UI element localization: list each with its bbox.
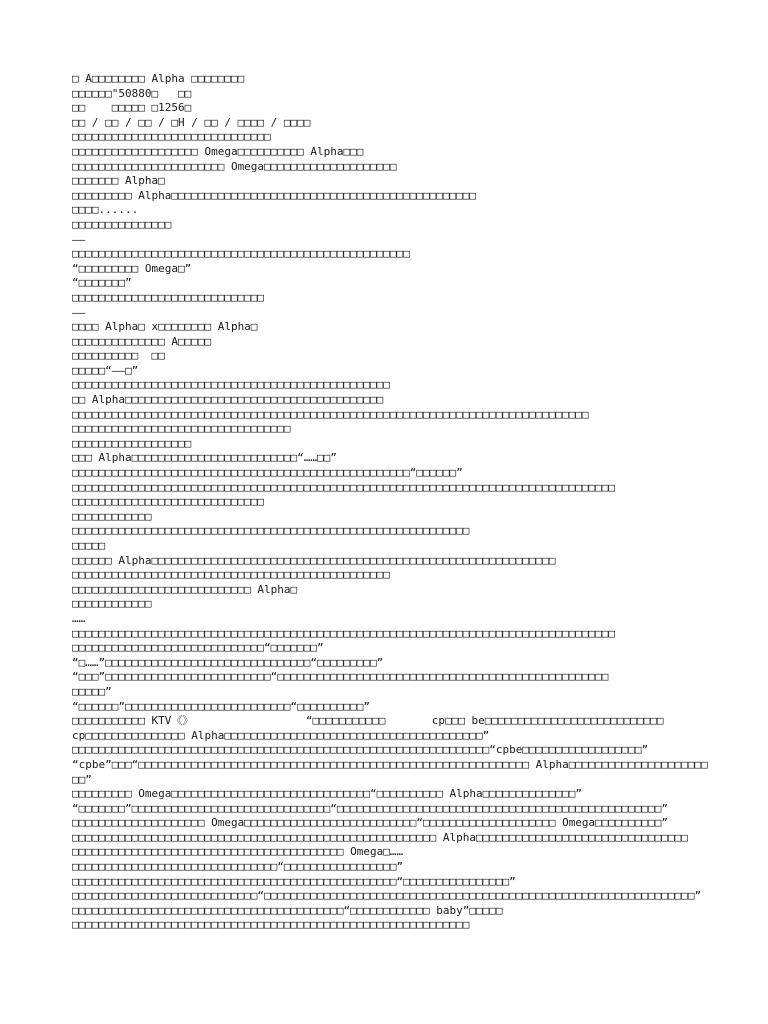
text-line: □□□□□□□□□□□□□□□□□□□□□□□□□□□□□“□□□□□□□” xyxy=(72,641,324,655)
text-line: “□□□”□□□□□□□□□□□□□□□□□□□□□□□□□“□□□□□□□□□□□□□□□□□□□□□□□□□□□□□□□□□□□□□□□□□□□□□□□□□□ xyxy=(72,670,609,684)
text-line: □□□□□□□□□□□□□□□□□□□□□□□□□□□□□□□□□□□□□□□□□□□□□□□□□□□□□□□□□□□□ xyxy=(72,918,470,932)
text-line: □□□□□□□□□ Alpha□□□□□□□□□□□□□□□□□□□□□□□□□□□□□□□□□□□□□□□□□□□□□□ xyxy=(72,188,476,202)
text-line: “□……”□□□□□□□□□□□□□□□□□□□□□□□□□□□□□□□“□□□□□□□□□” xyxy=(72,655,384,669)
text-line: □□□□□□□□□□□□□□□□□□□□□□□ Omega□□□□□□□□□□□□□□□□□□□□ xyxy=(72,159,397,173)
text-line: “□□□□□□□”□□□□□□□□□□□□□□□□□□□□□□□□□□□□□□“□□□□□□□□□□□□□□□□□□□□□□□□□□□□□□□□□□□□□□□□□□□□□□□□□” xyxy=(72,801,669,815)
text-line: □□□□□□□□□□□□□□□□□□□□□□□□□□□□□ xyxy=(72,495,265,509)
text-line: □□□□□□□□□□□□□□□□□□□□□□□□□□□□“□□□□□□□□□□□□□□□□□□□□□□□□□□□□□□□□□□□□□□□□□□□□□□□□□□□□□□□□□□□□□□□□□” xyxy=(72,889,702,903)
text-line: □□ □□□□□ □1256□ xyxy=(72,101,192,115)
text-line: □□□□□□□□□□□□□□□□□□□□□□□□□□□□□□□□□□□□□□□□□□□□□□□□□□□□□□□ Alpha□□□□□□□□□□□□□□□□□□□□□□□□□□□□□□□□ xyxy=(72,830,688,844)
text-line: □□□□□” xyxy=(72,684,112,698)
text-line: cp□□□□□□□□□□□□□□□ Alpha□□□□□□□□□□□□□□□□□□□□□□□□□□□□□□□□□□□□□□□” xyxy=(72,728,490,742)
text-line: □□□□□□□□□□□□□□□□□□□□□□□□□□□□□□ xyxy=(72,130,271,144)
text-line: □□” xyxy=(72,772,92,786)
text-line: □ A□□□□□□□□ Alpha □□□□□□□□ xyxy=(72,72,245,85)
text-line: □□□□□□□□□□□□□□□□□□□ Omega□□□□□□□□□□ Alpha□□□ xyxy=(72,144,364,158)
text-line: …… xyxy=(72,611,86,625)
text-line: “□□□□□□□□□ Omega□” xyxy=(72,261,192,275)
text-line: □□□□□□□□□□□□□□□ xyxy=(72,217,172,231)
text-line: □□ / □□ / □□ / □H / □□ / □□□□ / □□□□ xyxy=(72,115,311,129)
text-line: □□□□□□□□□□□□□□□□□□□□□□□□□□□□□□□□□ xyxy=(72,422,291,436)
text-line: □□□□□□"50880□ □□ xyxy=(72,86,192,100)
text-line: □□ Alpha□□□□□□□□□□□□□□□□□□□□□□□□□□□□□□□□□□□□□□□ xyxy=(72,393,384,407)
text-line: □□□□□□□□□□□□□□□□□□□□□□□□□□□□□□□□□□□□□□□□□□□□□□□□□□□□□□□□□□□□□□□□□□□□□□□□□□□□□□ xyxy=(72,407,589,421)
text-line: □□□□□□□□□□□□□□□□□□□□□□□□□□□□□□□□□□□□□□□□□□□□□□□□□□□□□□□□□□□□□□□□□□□□□□□□□□□□□□□□□□ xyxy=(72,626,616,640)
text-line: □□□□□□□ Alpha□ xyxy=(72,174,165,188)
text-line: □□□□□□□□□ Omega□□□□□□□□□□□□□□□□□□□□□□□□□□□□□□“□□□□□□□□□□ Alpha□□□□□□□□□□□□□□” xyxy=(72,787,582,801)
text-line: □□□□□□□□□□ □□ xyxy=(72,349,165,363)
text-line: □□□□□□□□□□□□□□□□□□ xyxy=(72,436,192,450)
text-line: —— xyxy=(72,232,86,246)
text-line: □□□□□□□□□□□ KTV《》 “□□□□□□□□□□□ cp□□□ be□□□□□□□□□□□□□□□□□□□□□□□□□□□ xyxy=(72,714,664,728)
text-line: —— xyxy=(72,305,86,319)
text-line: □□□□□□□□□□□□□□□□□□□□□□□□□□□□□□□□□□□□□□□□□“□□□□□□□□□□□□ baby”□□□□□ xyxy=(72,903,503,917)
text-line: “□□□□□□□” xyxy=(72,276,132,290)
text-line: □□□□□□□□□□□□□□□□□□□□□□□□□□□□□□□□□□□□□□□□□□□□□□□□ xyxy=(72,378,390,392)
text-line: □□□□□□□□□□□□□□□□□□□□□□□□□□□ Alpha□ xyxy=(72,582,298,596)
text-line: □□□□□□□□□□□□□□□□□□□□□□□□□□□□□ xyxy=(72,290,265,304)
text-line: □□□□□□□□□□□□□□□□□□□□□□□□□□□□□□□□□□□□□□□□□□□□□□□□□□□□□□□□□□□□□□□“cpbe□□□□□□□□□□□□□□□□□□” xyxy=(72,743,649,757)
text-line: □□□ Alpha□□□□□□□□□□□□□□□□□□□□□□□□□“……□□” xyxy=(72,451,337,465)
text-line: □□□□□□□□□□□□□□□□□□□□□□□□□□□□□□□□□□□□□□□□□□□□□□□□ xyxy=(72,568,390,582)
text-line: □□□□□□□□□□□□□□□□□□□□□□□□□□□□□□□□□□□□□□□□□□□□□□□□□□□“□□□□□□” xyxy=(72,466,463,480)
text-line: □□□□□□□□□□□□□□ A□□□□□ xyxy=(72,334,212,348)
text-line: □□□□□□□□□□□□□□□□□□□□ Omega□□□□□□□□□□□□□□□□□□□□□□□□□□“□□□□□□□□□□□□□□□□□□□□ Omega□□□□□□□□□□” xyxy=(72,816,669,830)
text-line: □□□□□□□□□□□□□□□□□□□□□□□□□□□□□□□□□□□□□□□□□□□□□□□□□“□□□□□□□□□□□□□□□□” xyxy=(72,874,516,888)
text-line: □□□□□□□□□□□□ xyxy=(72,509,152,523)
text-line: “□□□□□□”□□□□□□□□□□□□□□□□□□□□□□□□□“□□□□□□□□□□” xyxy=(72,699,371,713)
text-line: □□□□□□□□□□□□□□□□□□□□□□□□□□□□□□□“□□□□□□□□□□□□□□□□□” xyxy=(72,860,404,874)
document-body xyxy=(72,72,712,933)
text-line: □□□□□□□□□□□□□□□□□□□□□□□□□□□□□□□□□□□□□□□□□□□□□□□□□□□□□□□□□□□□ xyxy=(72,524,470,538)
text-line: □□□□□□□□□□□□□□□□□□□□□□□□□□□□□□□□□□□□□□□□□ Omega□…… xyxy=(72,845,404,859)
text-line: □□□□□□□□□□□□ xyxy=(72,597,152,611)
text-line: □□□□...... xyxy=(72,203,139,217)
text-line: □□□□□“——□” xyxy=(72,363,139,377)
text-line: □□□□□□□□□□□□□□□□□□□□□□□□□□□□□□□□□□□□□□□□□□□□□□□□□□□ xyxy=(72,247,410,261)
text-line: □□□□□ xyxy=(72,539,106,552)
text-line: □□□□ Alpha□ x□□□□□□□□ Alpha□ xyxy=(72,320,258,334)
text-line: □□□□□□ Alpha□□□□□□□□□□□□□□□□□□□□□□□□□□□□□□□□□□□□□□□□□□□□□□□□□□□□□□□□□□□□□ xyxy=(72,553,556,567)
text-line: “cpbe”□□□“□□□□□□□□□□□□□□□□□□□□□□□□□□□□□□□□□□□□□□□□□□□□□□□□□□□□□□□□□□□ Alpha□□□□□□□□□□□□□□□□□□□□□ xyxy=(72,757,708,771)
text-line: □□□□□□□□□□□□□□□□□□□□□□□□□□□□□□□□□□□□□□□□□□□□□□□□□□□□□□□□□□□□□□□□□□□□□□□□□□□□□□□□□□ xyxy=(72,480,616,494)
